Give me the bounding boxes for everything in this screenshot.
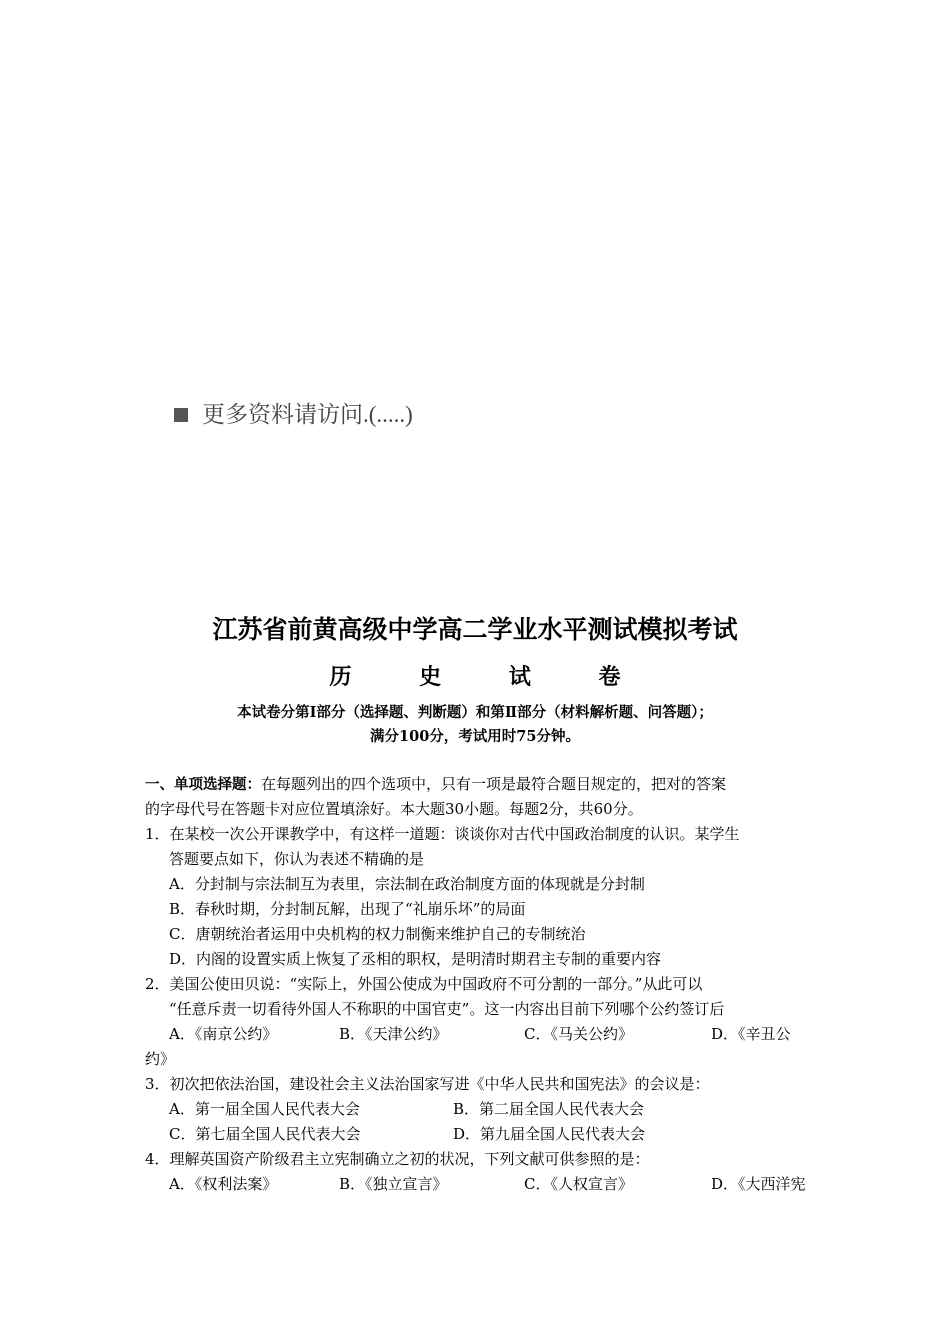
section-instructions-cont: 的字母代号在答题卡对应位置填涂好。本大题30小题。每题2分，共60分。: [145, 800, 643, 818]
question-2-options: [145, 1022, 810, 1047]
promo-text: 更多资料请访问.(.....): [202, 402, 413, 427]
question-2-option-d-cont: 约》: [145, 1050, 176, 1068]
question-4-option-d: D．《大西洋宪: [711, 1175, 806, 1193]
question-3-options-row-1: [145, 1097, 810, 1122]
question-4-option-b: B．《独立宣言》: [339, 1175, 448, 1193]
question-3-option-c: C．第七届全国人民代表大会: [169, 1125, 361, 1143]
exam-subtitle: 历 史 试 卷: [329, 665, 651, 690]
question-2-option-b: B．《天津公约》: [339, 1025, 448, 1043]
question-1-option-a: A．分封制与宗法制互为表里，宗法制在政治制度方面的体现就是分封制: [169, 875, 645, 893]
question-2-stem-cont: “任意斥责一切看待外国人不称职的中国官吏”。这一内容出目前下列哪个公约签订后: [169, 1000, 725, 1018]
exam-intro-line-1: 本试卷分第Ⅰ部分（选择题、判断题）和第Ⅱ部分（材料解析题、问答题）；: [237, 704, 713, 721]
question-2-stem: 2．美国公使田贝说：“实际上，外国公使成为中国政府不可分割的一部分。”从此可以: [145, 975, 703, 993]
promo-banner: [174, 396, 413, 429]
question-1-option-c: C．唐朝统治者运用中央机构的权力制衡来维护自己的专制统治: [169, 925, 586, 943]
question-1-stem: 1．在某校一次公开课教学中，有这样一道题：谈谈你对古代中国政治制度的认识。某学生: [145, 825, 740, 843]
question-4-options: [145, 1172, 810, 1197]
question-4-option-a: A．《权利法案》: [169, 1175, 278, 1193]
exam-body: [145, 772, 810, 1197]
section-instructions: 一、单项选择题：在每题列出的四个选项中，只有一项是最符合题目规定的，把对的答案: [145, 775, 727, 793]
question-3-options-row-2: [145, 1122, 810, 1147]
exam-title: 江苏省前黄高级中学高二学业水平测试模拟考试: [212, 615, 738, 644]
question-3-option-b: B．第二届全国人民代表大会: [453, 1100, 645, 1118]
question-3-option-d: D．第九届全国人民代表大会: [453, 1125, 646, 1143]
question-2-option-d: D．《辛丑公: [711, 1025, 791, 1043]
section-heading: 一、单项选择题：: [145, 777, 261, 793]
question-3-stem: 3．初次把依法治国，建设社会主义法治国家写进《中华人民共和国宪法》的会议是：: [145, 1075, 710, 1093]
question-2-option-a: A．《南京公约》: [169, 1025, 278, 1043]
question-1-option-b: B．春秋时期，分封制瓦解，出现了“礼崩乐坏”的局面: [169, 900, 526, 918]
question-2-option-c: C．《马关公约》: [524, 1025, 633, 1043]
question-4-stem: 4．理解英国资产阶级君主立宪制确立之初的状况，下列文献可供参照的是：: [145, 1150, 650, 1168]
exam-intro-line-2: 满分100分，考试用时75分钟。: [370, 728, 580, 745]
question-1-option-d: D．内阁的设置实质上恢复了丞相的职权，是明清时期君主专制的重要内容: [169, 950, 662, 968]
square-bullet-icon: [174, 408, 188, 422]
question-1-stem-cont: 答题要点如下，你认为表述不精确的是: [169, 850, 425, 868]
question-3-option-a: A．第一届全国人民代表大会: [169, 1100, 360, 1118]
question-4-option-c: C．《人权宣言》: [524, 1175, 633, 1193]
